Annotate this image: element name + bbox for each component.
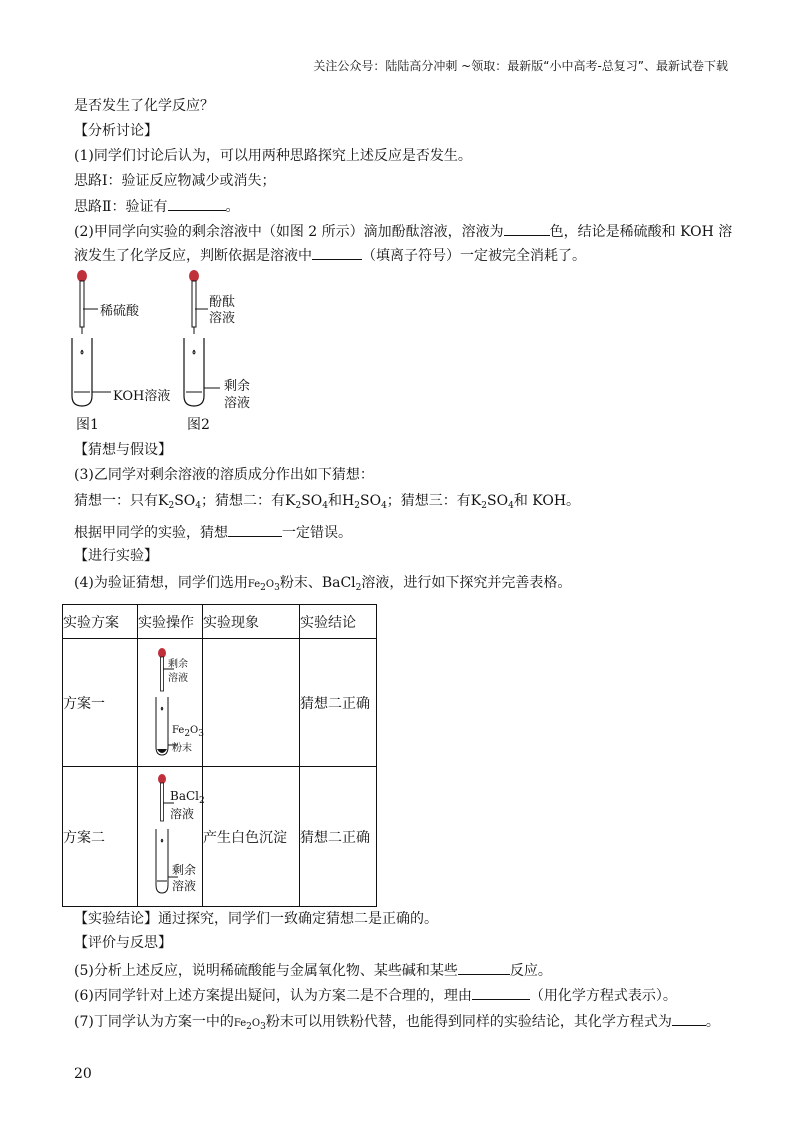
- text-line: [74, 522, 352, 542]
- text-segment: ；猜想二：有: [201, 493, 286, 509]
- text-line: [74, 245, 586, 265]
- text-line: (3)乙同学对剩余溶液的溶质成分作出如下猜想：: [74, 467, 374, 483]
- figure-1-caption: 图1: [76, 417, 99, 433]
- text-segment: （用化学方程式表示）。: [529, 988, 677, 1004]
- text-segment: 。: [225, 199, 240, 215]
- text-line: [74, 985, 677, 1005]
- table-header-cell: 实验操作: [138, 605, 203, 639]
- operation-cell: [138, 767, 203, 907]
- text-segment: 色，结论是稀硫酸和 KOH 溶: [549, 224, 733, 240]
- text-segment: 猜想一：只有: [74, 493, 158, 509]
- text-segment: 和 KOH。: [513, 493, 581, 509]
- label-remaining: 剩余: [172, 863, 197, 877]
- text-line: [74, 221, 732, 241]
- section-heading: 【分析讨论】: [74, 123, 158, 139]
- text-segment: 和: [328, 493, 343, 509]
- text-segment: (4)为验证猜想，同学们选用: [74, 575, 248, 591]
- text-segment: (6)丙同学针对上述方案提出疑问，认为方案二是不合理的，理由: [74, 988, 472, 1004]
- text-segment: 溶液，进行如下探究并完善表格。: [361, 575, 572, 591]
- text-line: [74, 196, 240, 216]
- label-dilute-sulfuric-acid: 稀硫酸: [100, 304, 140, 319]
- conclusion-cell: 猜想二正确: [300, 767, 377, 907]
- text-segment: (7)丁同学认为方案一中的: [74, 1014, 234, 1030]
- label-solution: 溶液: [209, 311, 236, 326]
- text-line: (1)同学们讨论后认为，可以用两种思路探究上述反应是否发生。: [74, 148, 472, 164]
- answer-blank[interactable]: [168, 196, 226, 211]
- text-segment: 。: [705, 1014, 720, 1030]
- label-remaining: 剩余: [224, 379, 251, 394]
- label-powder: 粉末: [172, 743, 192, 754]
- table-header-cell: 实验现象: [203, 605, 300, 639]
- answer-blank[interactable]: [672, 1011, 706, 1026]
- figure-2-caption: 图2: [187, 417, 210, 433]
- operation-cell: [138, 639, 203, 767]
- experiment-table: [62, 604, 377, 907]
- answer-blank[interactable]: [504, 221, 550, 236]
- table-row: [63, 639, 377, 767]
- table-header-row: [63, 605, 377, 639]
- label-solution: 溶液: [172, 879, 197, 893]
- plan-cell: 方案二: [63, 767, 138, 907]
- label-koh-solution: KOH溶液: [113, 389, 171, 404]
- section-heading: 【评价与反思】: [74, 935, 172, 951]
- label-remaining: 剩余: [168, 659, 188, 670]
- label-bacl2: BaCl$_2$: [170, 789, 205, 806]
- formula-fe2o3: $Fe_2O_3$: [233, 1018, 266, 1032]
- table-row: [63, 767, 377, 907]
- formula-bacl2: BaCl$_2$: [321, 575, 362, 593]
- table-header-cell: 实验结论: [300, 605, 377, 639]
- answer-blank[interactable]: [228, 522, 282, 537]
- text-segment: 根据甲同学的实验，猜想: [74, 525, 228, 541]
- phenomenon-cell: 产生白色沉淀: [203, 767, 300, 907]
- text-segment: (2)甲同学向实验的剩余溶液中（如图 2 所示）滴加酚酞溶液，溶液为: [74, 224, 504, 240]
- text-segment: 反应。: [509, 963, 552, 979]
- text-line: 思路Ⅰ：验证反应物减少或消失；: [74, 173, 276, 189]
- formula-k2so4: $K_2SO_4$: [158, 493, 202, 511]
- text-segment: (5)分析上述反应，说明稀硫酸能与金属氧化物、某些碱和某些: [74, 963, 458, 979]
- text-segment: ；猜想三：有: [386, 493, 471, 509]
- text-line: 【实验结论】通过探究，同学们一致确定猜想二是正确的。: [74, 911, 438, 927]
- text-segment: 思路Ⅱ：验证有: [74, 199, 168, 215]
- conclusion-cell: 猜想二正确: [300, 639, 377, 767]
- text-line: [74, 960, 552, 980]
- text-segment: 粉末、: [279, 575, 322, 591]
- text-segment: 液发生了化学反应，判断依据是溶液中: [74, 248, 312, 264]
- section-heading: 【进行实验】: [74, 548, 158, 564]
- page-number: 20: [74, 1066, 92, 1082]
- text-line: [74, 492, 580, 510]
- plan-cell: 方案一: [63, 639, 138, 767]
- label-fe2o3: $Fe_2O_3$: [172, 725, 204, 739]
- text-line: [74, 574, 571, 594]
- text-line: [74, 1011, 720, 1033]
- phenomenon-cell[interactable]: [203, 639, 300, 767]
- formula-k2so4: $K_2SO_4$: [285, 493, 329, 511]
- formula-h2so4: $H_2SO_4$: [342, 493, 387, 511]
- answer-blank[interactable]: [312, 245, 362, 260]
- page-header: 关注公众号：陆陆高分冲刺 ~领取：最新版“小中高考-总复习”、最新试卷下载: [313, 59, 728, 73]
- text-segment: （填离子符号）一定被完全消耗了。: [362, 248, 586, 264]
- label-phenolphthalein: 酚酞: [209, 295, 236, 310]
- label-solution: 溶液: [168, 673, 188, 684]
- label-solution: 溶液: [224, 396, 251, 411]
- formula-fe2o3: $Fe_2O_3$: [247, 579, 280, 593]
- answer-blank[interactable]: [472, 985, 530, 1000]
- formula-k2so4: $K_2SO_4$: [470, 493, 514, 511]
- text-segment: 粉末可以用铁粉代替，也能得到同样的实验结论，其化学方程式为: [265, 1014, 672, 1030]
- label-solution: 溶液: [170, 807, 195, 821]
- text-segment: 一定错误。: [282, 525, 352, 541]
- text-line: 是否发生了化学反应？: [74, 98, 214, 114]
- answer-blank[interactable]: [458, 960, 510, 975]
- section-heading: 【猜想与假设】: [74, 442, 172, 458]
- table-header-cell: 实验方案: [63, 605, 138, 639]
